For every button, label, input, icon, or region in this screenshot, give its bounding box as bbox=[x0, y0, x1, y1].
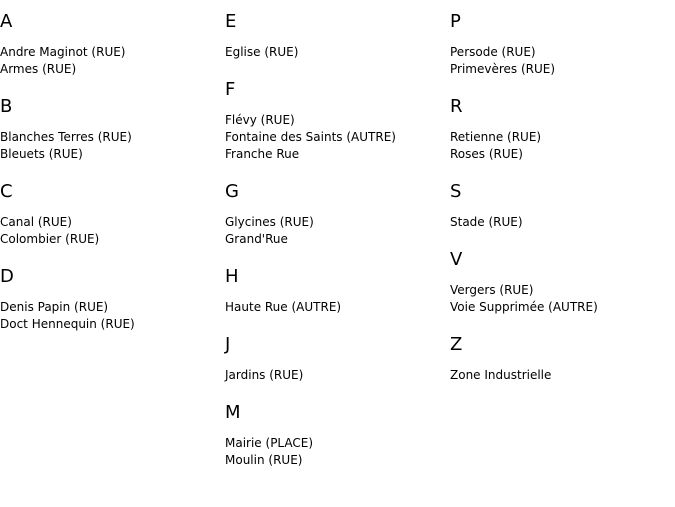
street-link[interactable]: Doct Hennequin (RUE) bbox=[0, 317, 135, 331]
street-link[interactable]: Voie Supprimée (AUTRE) bbox=[450, 300, 598, 314]
letter-heading: Z bbox=[450, 334, 463, 355]
letter-heading: P bbox=[450, 11, 461, 32]
street-list bbox=[225, 214, 450, 248]
street-link[interactable]: Moulin (RUE) bbox=[225, 453, 303, 467]
letter-section bbox=[225, 333, 450, 384]
street-link[interactable]: Eglise (RUE) bbox=[225, 45, 299, 59]
street-link[interactable]: Armes (RUE) bbox=[0, 62, 77, 76]
letter-heading: J bbox=[225, 334, 231, 355]
index-column-3 bbox=[450, 10, 675, 401]
letter-section bbox=[225, 180, 450, 248]
street-list bbox=[450, 214, 675, 231]
street-list bbox=[225, 299, 450, 316]
street-link[interactable]: Zone Industrielle bbox=[450, 368, 552, 382]
street-list bbox=[450, 44, 675, 78]
letter-heading: F bbox=[225, 79, 236, 100]
letter-heading: S bbox=[450, 181, 462, 202]
street-link[interactable]: Primevères (RUE) bbox=[450, 62, 556, 76]
street-link[interactable]: Mairie (PLACE) bbox=[225, 436, 314, 450]
street-list bbox=[450, 282, 675, 316]
street-link[interactable]: Glycines (RUE) bbox=[225, 215, 314, 229]
street-list bbox=[0, 299, 225, 333]
letter-heading: A bbox=[0, 11, 13, 32]
letter-section bbox=[450, 333, 675, 384]
letter-heading: R bbox=[450, 96, 463, 117]
letter-section bbox=[225, 401, 450, 469]
letter-heading: D bbox=[0, 266, 14, 287]
letter-section bbox=[0, 180, 225, 248]
street-link[interactable]: Retienne (RUE) bbox=[450, 130, 542, 144]
letter-section bbox=[450, 95, 675, 163]
street-link[interactable]: Jardins (RUE) bbox=[225, 368, 304, 382]
street-link[interactable]: Colombier (RUE) bbox=[0, 232, 100, 246]
letter-section bbox=[0, 10, 225, 78]
index-column-1 bbox=[0, 10, 225, 350]
street-link[interactable]: Flévy (RUE) bbox=[225, 113, 295, 127]
street-list bbox=[0, 44, 225, 78]
letter-heading: E bbox=[225, 11, 237, 32]
street-list bbox=[450, 367, 675, 384]
street-link[interactable]: Canal (RUE) bbox=[0, 215, 72, 229]
street-link[interactable]: Stade (RUE) bbox=[450, 215, 523, 229]
street-link[interactable]: Bleuets (RUE) bbox=[0, 147, 83, 161]
street-list bbox=[450, 129, 675, 163]
street-list bbox=[225, 367, 450, 384]
letter-heading: C bbox=[0, 181, 13, 202]
street-list bbox=[225, 112, 450, 163]
letter-section bbox=[450, 248, 675, 316]
letter-section bbox=[450, 180, 675, 231]
letter-heading: G bbox=[225, 181, 239, 202]
letter-heading: M bbox=[225, 402, 241, 423]
street-link[interactable]: Blanches Terres (RUE) bbox=[0, 130, 132, 144]
street-link[interactable]: Roses (RUE) bbox=[450, 147, 523, 161]
letter-section bbox=[225, 10, 450, 61]
street-link[interactable]: Haute Rue (AUTRE) bbox=[225, 300, 342, 314]
street-link[interactable]: Andre Maginot (RUE) bbox=[0, 45, 126, 59]
letter-section bbox=[0, 95, 225, 163]
letter-section bbox=[0, 265, 225, 333]
letter-section bbox=[225, 265, 450, 316]
street-list bbox=[225, 435, 450, 469]
letter-heading: B bbox=[0, 96, 13, 117]
street-link[interactable]: Denis Papin (RUE) bbox=[0, 300, 109, 314]
street-list bbox=[0, 214, 225, 248]
letter-section bbox=[450, 10, 675, 78]
street-list bbox=[0, 129, 225, 163]
street-list bbox=[225, 44, 450, 61]
street-link[interactable]: Persode (RUE) bbox=[450, 45, 536, 59]
street-link[interactable]: Vergers (RUE) bbox=[450, 283, 534, 297]
letter-heading: H bbox=[225, 266, 239, 287]
street-link[interactable]: Grand'Rue bbox=[225, 232, 288, 246]
street-link[interactable]: Fontaine des Saints (AUTRE) bbox=[225, 130, 396, 144]
letter-section bbox=[225, 78, 450, 163]
letter-heading: V bbox=[450, 249, 463, 270]
index-column-2 bbox=[225, 10, 450, 486]
street-link[interactable]: Franche Rue bbox=[225, 147, 300, 161]
